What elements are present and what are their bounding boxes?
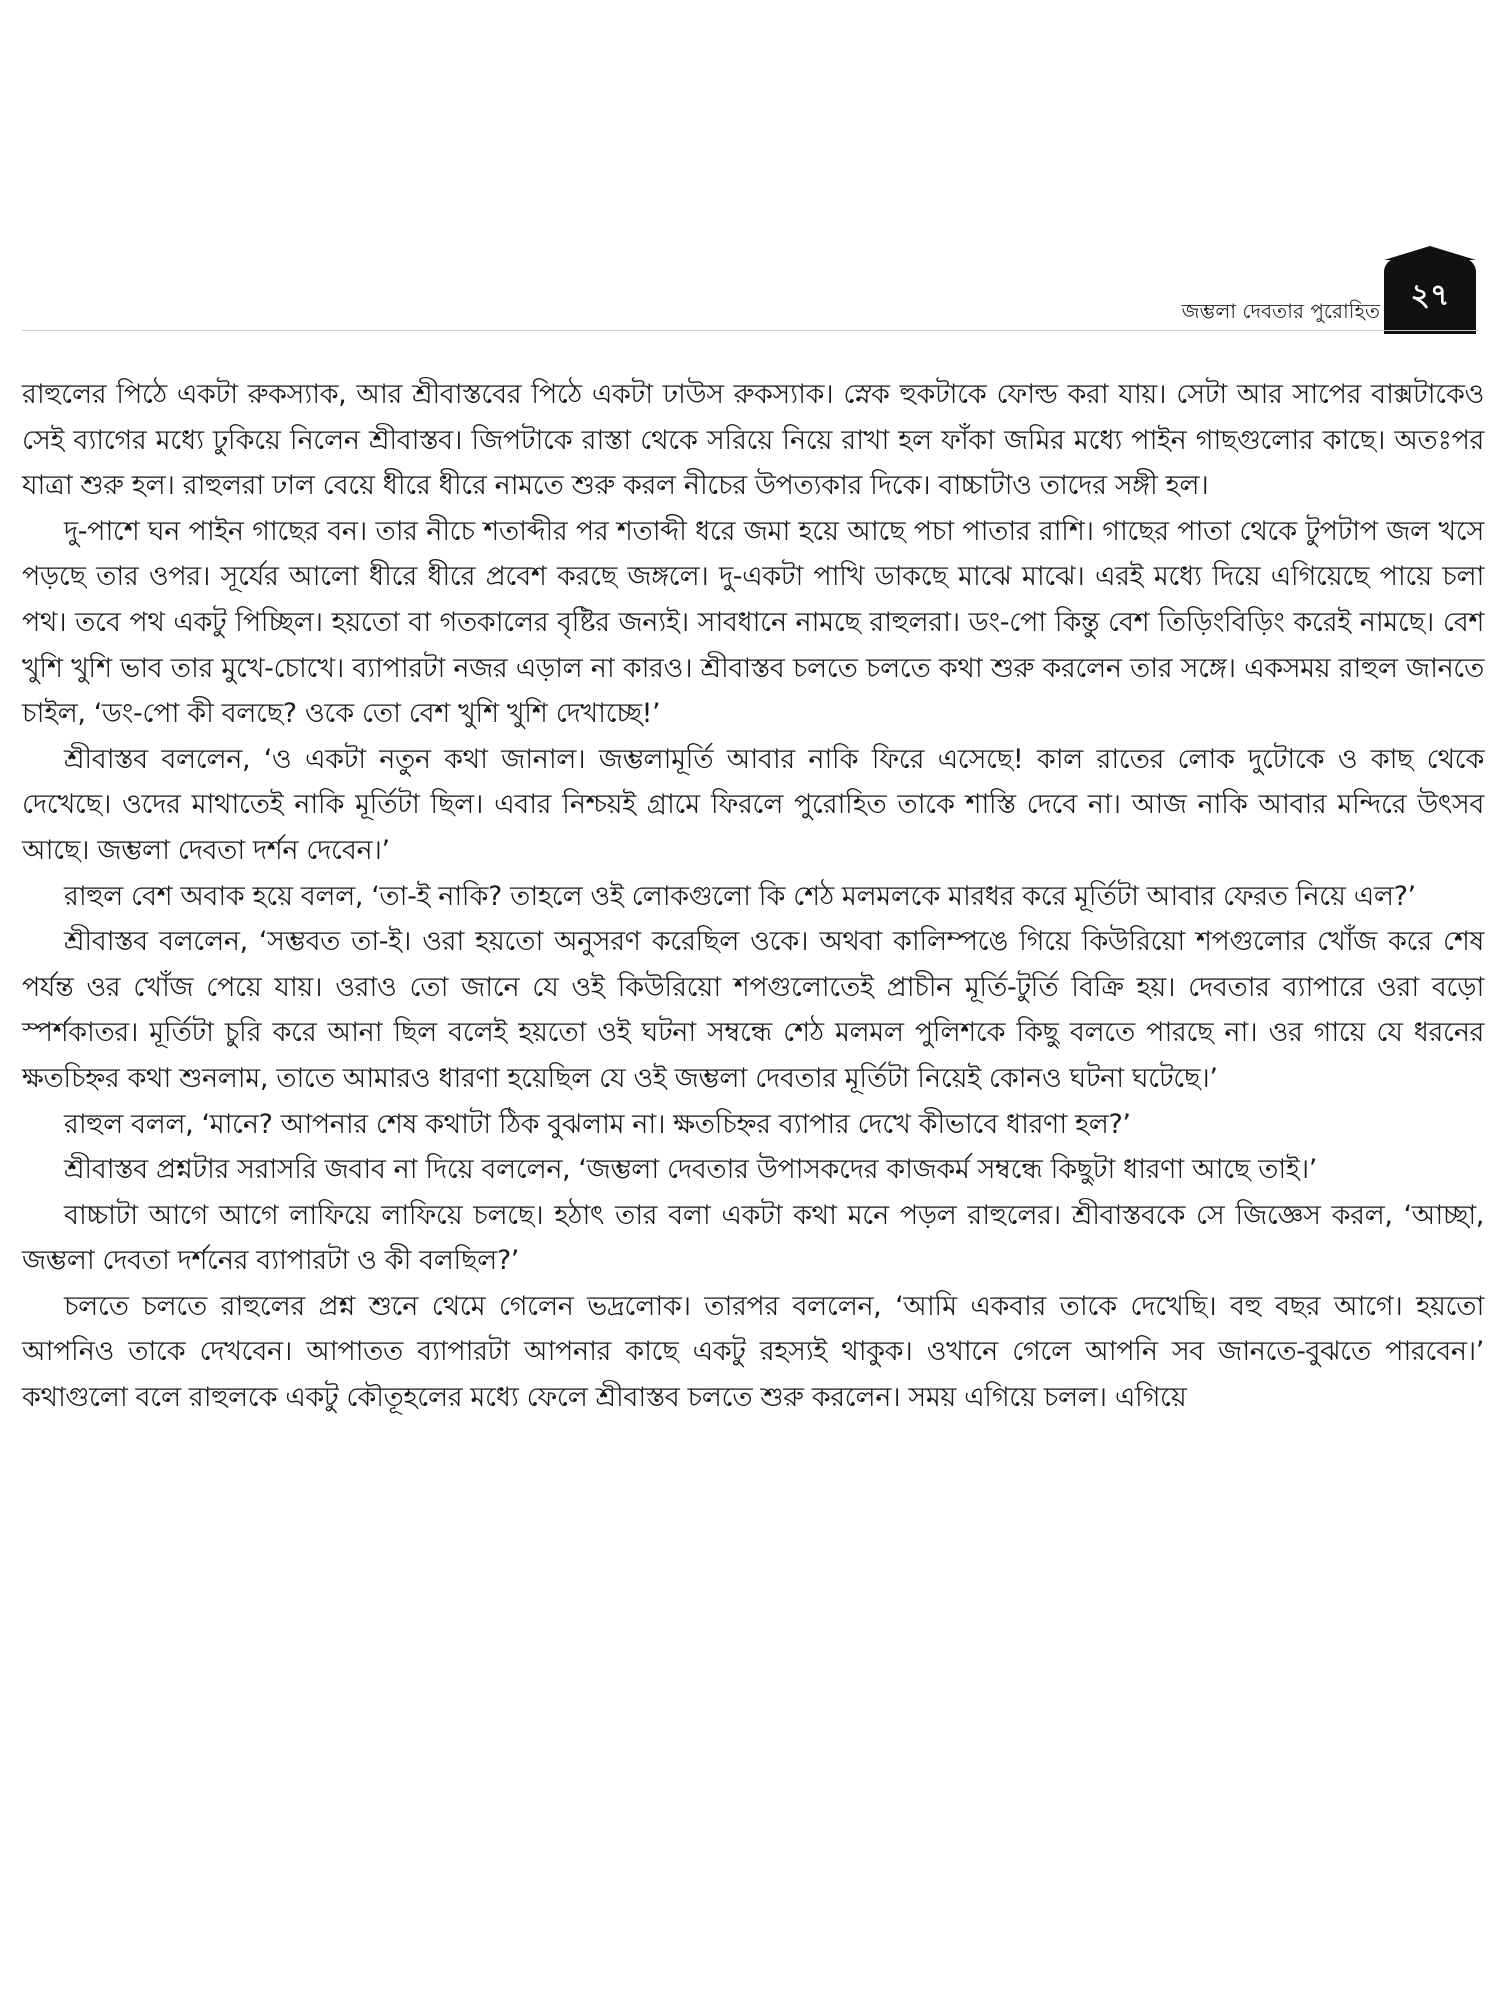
paragraph: শ্রীবাস্তব বললেন, ‘সম্ভবত তা-ই। ওরা হয়তো অনুসরণ করেছিল ওকে। অথবা কালিম্পঙে গিয়ে কিউরিয়ো শপগুলোর খোঁজ করে শেষ পর্যন্ত ওর খোঁজ পেয়ে যায়। ওরাও তো জানে যে ওই কিউরিয়ো শপগুলোতেই প্রাচীন মূর্তি-টুর্তি বিক্রি হয়। দেবতার ব্যাপারে ওরা বড়ো স্পর্শকাতর। মূর্তিটা চুরি করে আনা ছিল বলেই হয়তো ওই ঘটনা সম্বন্ধে শেঠ মলমল পুলিশকে কিছু বলতে পারছে না। ওর গায়ে যে ধরনের ক্ষতচিহ্নর কথা শুনলাম, তাতে আমারও ধারণা হয়েছিল যে ওই জম্ভলা দেবতার মূর্তিটা নিয়েই কোনও ঘটনা ঘটেছে।’ [22,926,1484,1094]
page-number-badge: ২৭ [1384,258,1476,334]
paragraph: শ্রীবাস্তব প্রশ্নটার সরাসরি জবাব না দিয়ে বললেন, ‘জম্ভলা দেবতার উপাসকদের কাজকর্ম সম্বন্ধে কিছুটা ধারণা আছে তাই।’ [64,1154,1317,1186]
paragraph: চলতে চলতে রাহুলের প্রশ্ন শুনে থেমে গেলেন ভদ্রলোক। তারপর বললেন, ‘আমি একবার তাকে দেখেছি। বহু বছর আগে। হয়তো আপনিও তাকে দেখবেন। আপাতত ব্যাপারটা আপনার কাছে একটু রহস্যই থাকুক। ওখানে গেলে আপনি সব জানতে-বুঝতে পারবেন।’ কথাগুলো বলে রাহুলকে একটু কৌতূহলের মধ্যে ফেলে শ্রীবাস্তব চলতে শুরু করলেন। সময় এগিয়ে চলল। এগিয়ে [22,1290,1484,1414]
paragraph: রাহুলের পিঠে একটা রুকস্যাক, আর শ্রীবাস্তবের পিঠে একটা ঢাউস রুকস্যাক। স্নেক হুকটাকে ফোল্ড করা যায়। সেটা আর সাপের বাক্সটাকেও সেই ব্যাগের মধ্যে ঢুকিয়ে নিলেন শ্রীবাস্তব। জিপটাকে রাস্তা থেকে সরিয়ে নিয়ে রাখা হল ফাঁকা জমির মধ্যে পাইন গাছগুলোর কাছে। অতঃপর যাত্রা শুরু হল। রাহুলরা ঢাল বেয়ে ধীরে ধীরে নামতে শুরু করল নীচের উপত্যকার দিকে। বাচ্চাটাও তাদের সঙ্গী হল। [22,379,1484,502]
paragraph: রাহুল বলল, ‘মানে? আপনার শেষ কথাটা ঠিক বুঝলাম না। ক্ষতচিহ্নর ব্যাপার দেখে কীভাবে ধারণা হল?’ [64,1108,1131,1140]
header-divider [22,330,1478,331]
paragraph: শ্রীবাস্তব বললেন, ‘ও একটা নতুন কথা জানাল। জম্ভলামূর্তি আবার নাকি ফিরে এসেছে! কাল রাতের লোক দুটোকে ও কাছ থেকে দেখেছে। ওদের মাথাতেই নাকি মূর্তিটা ছিল। এবার নিশ্চয়ই গ্রামে ফিরলে পুরোহিত তাকে শাস্তি দেবে না। আজ নাকি আবার মন্দিরে উৎসব আছে। জম্ভলা দেবতা দর্শন দেবেন।’ [22,743,1484,866]
running-header-title: জম্ভলা দেবতার পুরোহিত [1181,299,1380,323]
paragraph: রাহুল বেশ অবাক হয়ে বলল, ‘তা-ই নাকি? তাহলে ওই লোকগুলো কি শেঠ মলমলকে মারধর করে মূর্তিটা আবার ফেরত নিয়ে এল?’ [64,880,1416,912]
body-text [22,372,1484,1421]
paragraph: বাচ্চাটা আগে আগে লাফিয়ে লাফিয়ে চলছে। হঠাৎ তার বলা একটা কথা মনে পড়ল রাহুলের। শ্রীবাস্তবকে সে জিজ্ঞেস করল, ‘আচ্ছা, জম্ভলা দেবতা দর্শনের ব্যাপারটা ও কী বলছিল?’ [22,1199,1484,1277]
paragraph: দু-পাশে ঘন পাইন গাছের বন। তার নীচে শতাব্দীর পর শতাব্দী ধরে জমা হয়ে আছে পচা পাতার রাশি। গাছের পাতা থেকে টুপটাপ জল খসে পড়ছে তার ওপর। সূর্যের আলো ধীরে ধীরে প্রবেশ করছে জঙ্গলে। দু-একটা পাখি ডাকছে মাঝে মাঝে। এরই মধ্যে দিয়ে এগিয়েছে পায়ে চলা পথ। তবে পথ একটু পিচ্ছিল। হয়তো বা গতকালের বৃষ্টির জন্যই। সাবধানে নামছে রাহুলরা। ডং-পো কিন্তু বেশ তিড়িংবিড়িং করেই নামছে। বেশ খুশি খুশি ভাব তার মুখে-চোখে। ব্যাপারটা নজর এড়াল না কারও। শ্রীবাস্তব চলতে চলতে কথা শুরু করলেন তার সঙ্গে। একসময় রাহুল জানতে চাইল, ‘ডং-পো কী বলছে? ওকে তো বেশ খুশি খুশি দেখাচ্ছে!’ [22,515,1484,730]
